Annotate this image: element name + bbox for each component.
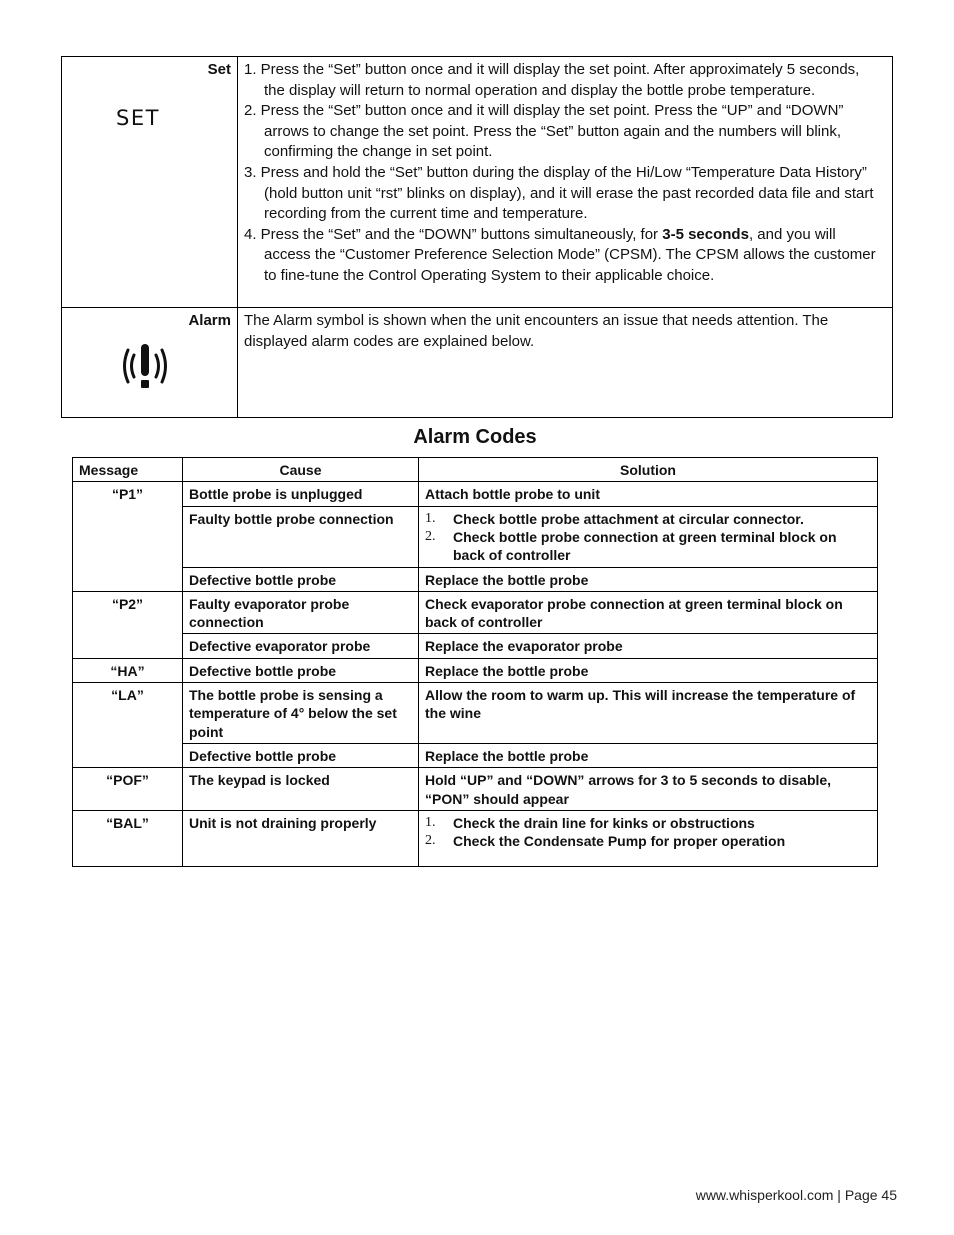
message-code: “HA” xyxy=(73,658,183,682)
table-row xyxy=(73,591,878,634)
alarm-icon xyxy=(119,342,171,390)
set-step: 3. Press and hold the “Set” button during the display of the Hi/Low “Temperature Data History” (hold button unit “rst” blinks on display), and it will erase the past recorded data file and start recording from the current time and temperature. xyxy=(244,163,874,223)
solution-list xyxy=(425,510,871,565)
solution-cell: Attach bottle probe to unit xyxy=(419,482,878,506)
cause-cell: Defective evaporator probe xyxy=(183,634,419,658)
solution-cell: Check evaporator probe connection at green terminal block on back of controller xyxy=(419,591,878,634)
alarm-label: Alarm xyxy=(188,312,231,329)
table-row xyxy=(73,634,878,658)
solution-cell xyxy=(419,810,878,866)
message-code: “LA” xyxy=(73,683,183,768)
set-step4-after: , and you will access the “Customer Preference Selection Mode” (CPSM). The CPSM allows the customer to fine-tune the Control Operating System to their applicable choice. xyxy=(264,225,876,284)
control-label-cell xyxy=(62,308,238,418)
cause-cell: Faulty bottle probe connection xyxy=(183,506,419,567)
message-code: “P2” xyxy=(73,591,183,658)
table-row xyxy=(73,658,878,682)
control-row-alarm xyxy=(62,308,893,418)
column-header-solution: Solution xyxy=(419,458,878,482)
set-label: Set xyxy=(207,61,231,78)
solution-cell: Replace the bottle probe xyxy=(419,658,878,682)
list-text: Check bottle probe attachment at circular connector. xyxy=(453,510,804,527)
list-text: Check the drain line for kinks or obstructions xyxy=(453,814,755,831)
cause-cell: Bottle probe is unplugged xyxy=(183,482,419,506)
set-display-icon xyxy=(116,107,176,129)
solution-cell: Allow the room to warm up. This will increase the temperature of the wine xyxy=(419,683,878,744)
solution-cell: Replace the bottle probe xyxy=(419,743,878,767)
list-number: 1. xyxy=(425,510,436,526)
column-header-message: Message xyxy=(73,458,183,482)
cause-cell: The keypad is locked xyxy=(183,768,419,811)
cause-cell: Faulty evaporator probe connection xyxy=(183,591,419,634)
list-item xyxy=(425,814,871,832)
section-title: Alarm Codes xyxy=(413,426,537,448)
message-code: “BAL” xyxy=(73,810,183,866)
solution-list xyxy=(425,814,871,851)
message-code: “POF” xyxy=(73,768,183,811)
set-step4-before: 4. Press the “Set” and the “DOWN” buttons simultaneously, for xyxy=(244,225,663,243)
alarm-codes-table xyxy=(72,457,878,867)
control-label-cell xyxy=(62,57,238,308)
message-code: “P1” xyxy=(73,482,183,592)
table-row xyxy=(73,567,878,591)
table-row xyxy=(73,506,878,567)
control-row-set xyxy=(62,57,893,308)
table-row xyxy=(73,743,878,767)
solution-cell xyxy=(419,506,878,567)
controls-table xyxy=(61,56,893,418)
set-step4-bold: 3-5 seconds xyxy=(662,225,749,243)
set-steps-list xyxy=(244,60,884,287)
list-number: 2. xyxy=(425,528,436,544)
list-item xyxy=(425,510,871,528)
table-row xyxy=(73,810,878,866)
set-step xyxy=(244,225,884,287)
cause-cell: Unit is not draining properly xyxy=(183,810,419,866)
page-footer: www.whisperkool.com | Page 45 xyxy=(695,1187,897,1203)
list-item xyxy=(425,528,871,565)
solution-cell: Hold “UP” and “DOWN” arrows for 3 to 5 seconds to disable, “PON” should appear xyxy=(419,768,878,811)
cause-cell: The bottle probe is sensing a temperature of 4° below the set point xyxy=(183,683,419,744)
set-step: 1. Press the “Set” button once and it will display the set point. After approximately 5 seconds, the display will return to normal operation and display the bottle probe temperature. xyxy=(244,61,860,99)
cause-cell: Defective bottle probe xyxy=(183,743,419,767)
column-header-cause: Cause xyxy=(183,458,419,482)
table-row xyxy=(73,482,878,506)
list-number: 1. xyxy=(425,814,436,830)
set-step: 2. Press the “Set” button once and it will display the set point. Press the “UP” and “DOWN” arrows to change the set point. Press the “Set” button again and the numbers will blink, confirming the change in set point. xyxy=(244,102,844,161)
cause-cell: Defective bottle probe xyxy=(183,567,419,591)
list-text: Check bottle probe connection at green terminal block on back of controller xyxy=(453,528,837,564)
table-header-row xyxy=(73,458,878,482)
list-text: Check the Condensate Pump for proper operation xyxy=(453,833,786,850)
alarm-description: The Alarm symbol is shown when the unit encounters an issue that needs attention. The displayed alarm codes are explained below. xyxy=(238,308,893,418)
list-number: 2. xyxy=(425,833,436,849)
table-row xyxy=(73,768,878,811)
set-display-text: SET xyxy=(116,107,160,129)
solution-cell: Replace the evaporator probe xyxy=(419,634,878,658)
solution-cell: Replace the bottle probe xyxy=(419,567,878,591)
table-row xyxy=(73,683,878,744)
set-description xyxy=(238,57,893,308)
cause-cell: Defective bottle probe xyxy=(183,658,419,682)
list-item xyxy=(425,832,871,850)
